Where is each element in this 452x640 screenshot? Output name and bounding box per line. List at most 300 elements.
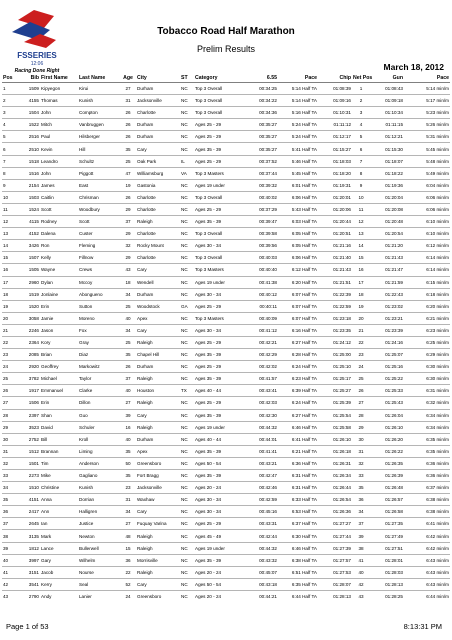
cell-city: Raleigh xyxy=(137,569,153,575)
table-row xyxy=(2,566,450,578)
table-row xyxy=(2,590,450,602)
cell-chip: 01:11:12 xyxy=(333,122,351,128)
cell-bib: 4155 xyxy=(28,98,39,104)
table-row xyxy=(2,482,450,494)
cell-pace: 6:01 Half TA xyxy=(291,182,317,188)
cell-gun: 01:23:39 xyxy=(385,327,403,333)
cell-bib: 2417 xyxy=(28,509,39,515)
cell-category: Ages 35 - 39 xyxy=(195,219,222,225)
table-row xyxy=(2,252,450,264)
cell-pace: 6:05 Half TA xyxy=(291,243,317,249)
cell-city: Apex xyxy=(137,448,148,454)
cell-last-name: Schultz xyxy=(79,158,95,164)
cell-pos: 22 xyxy=(3,340,9,346)
cell-net-pos: 16 xyxy=(358,267,364,273)
cell-pace: 6:51 Half TA xyxy=(291,569,317,575)
cell-last-name: East xyxy=(79,182,89,188)
cell-category: Ages 30 - 34 xyxy=(195,509,222,515)
cell-bib: 1518 xyxy=(28,158,39,164)
cell-net-pos: 27 xyxy=(358,400,364,406)
cell-pos: 20 xyxy=(3,315,9,321)
cell-gun-pace: 6:10 min/m xyxy=(426,219,449,225)
cell-age: 29 xyxy=(125,206,131,212)
cell-city: Chapel Hill xyxy=(137,352,160,358)
cell-gun: 01:23:02 xyxy=(385,303,403,309)
cell-bib: 2960 xyxy=(28,279,39,285)
cell-first-name: Erin xyxy=(41,400,50,406)
cell-chip: 01:27:57 xyxy=(333,557,351,563)
cell-split: 00:42:02 xyxy=(259,364,277,370)
cell-gun-pace: 5:31 min/m xyxy=(426,134,449,140)
cell-bib: 1516 xyxy=(28,170,39,176)
cell-net-pos: 18 xyxy=(358,291,364,297)
table-row xyxy=(2,445,450,457)
cell-pace: 6:07 Half TA xyxy=(291,303,317,309)
cell-st: IL xyxy=(181,158,185,164)
logo-text: FSSERIES xyxy=(17,51,57,60)
cell-category: Top 3 Overall xyxy=(195,86,223,92)
cell-bib: 2397 xyxy=(28,412,39,418)
cell-split: 00:42:03 xyxy=(259,400,277,406)
cell-st: NC xyxy=(181,98,188,104)
cell-age: 34 xyxy=(125,327,131,333)
results-table xyxy=(2,74,450,602)
cell-first-name: Ian xyxy=(41,521,48,527)
cell-st: NC xyxy=(181,231,188,237)
cell-net-pos: 33 xyxy=(358,473,364,479)
cell-city: Charlotte xyxy=(137,194,156,200)
cell-age: 35 xyxy=(125,473,131,479)
cell-chip: 01:20:01 xyxy=(333,194,351,200)
cell-bib: 3541 xyxy=(28,581,39,587)
cell-first-name: John xyxy=(41,110,51,116)
cell-st: NC xyxy=(181,412,188,418)
cell-net-pos: 20 xyxy=(358,315,364,321)
cell-net-pos: 1 xyxy=(359,86,363,92)
table-row xyxy=(2,167,450,179)
table-row xyxy=(2,216,450,228)
table-row xyxy=(2,518,450,530)
cell-category: Ages 30 - 34 xyxy=(195,327,222,333)
cell-category: Top 3 Overall xyxy=(195,231,223,237)
cell-chip: 01:25:17 xyxy=(333,376,351,382)
cell-pace: 6:35 Half TA xyxy=(291,581,317,587)
cell-split: 00:42:30 xyxy=(259,412,277,418)
cell-first-name: Jacob xyxy=(41,569,54,575)
cell-chip: 01:25:10 xyxy=(333,364,351,370)
cell-st: NC xyxy=(181,400,188,406)
cell-net-pos: 39 xyxy=(358,533,364,539)
cell-city: Raleigh xyxy=(137,376,153,382)
cell-chip: 01:20:44 xyxy=(333,219,351,225)
cell-gun-pace: 6:43 min/m xyxy=(426,581,449,587)
cell-age: 40 xyxy=(125,436,131,442)
cell-first-name: Emmanuel xyxy=(41,388,63,394)
cell-bib: 3151 xyxy=(28,569,39,575)
cell-first-name: Mike xyxy=(41,473,51,479)
cell-net-pos: 19 xyxy=(358,303,364,309)
cell-pos: 8 xyxy=(3,170,6,176)
cell-city: Cary xyxy=(137,509,147,515)
cell-bib: 1510 xyxy=(28,485,39,491)
cell-gun-pace: 6:32 min/m xyxy=(426,400,449,406)
cell-st: NC xyxy=(181,182,188,188)
cell-age: 26 xyxy=(125,110,131,116)
cell-net-pos: 34 xyxy=(358,509,364,515)
cell-first-name: Andy xyxy=(41,593,52,599)
cell-category: Ages 25 - 29 xyxy=(195,303,222,309)
cell-net-pos: 5 xyxy=(359,134,363,140)
cell-category: Ages 25 - 29 xyxy=(195,122,222,128)
cell-pace: 6:03 Half TA xyxy=(291,219,317,225)
cell-net-pos: 22 xyxy=(358,340,364,346)
table-row xyxy=(2,361,450,373)
column-header-net-pos: Net Pos xyxy=(353,75,373,81)
cell-age: 47 xyxy=(125,170,131,176)
cell-category: Ages 25 - 29 xyxy=(195,400,222,406)
cell-gun-pace: 6:43 min/m xyxy=(426,569,449,575)
column-header-gun: Gun xyxy=(392,75,403,81)
table-row xyxy=(2,191,450,203)
cell-chip: 01:28:07 xyxy=(333,581,351,587)
cell-chip: 01:23:35 xyxy=(333,327,351,333)
column-header-first-name: First Name xyxy=(41,75,68,81)
cell-first-name: Dylan xyxy=(41,279,53,285)
cell-first-name: Lance xyxy=(41,545,54,551)
cell-st: NC xyxy=(181,134,188,140)
cell-first-name: Geoffrey xyxy=(41,364,59,370)
cell-net-pos: 25 xyxy=(358,376,364,382)
cell-first-name: Wayne xyxy=(41,267,56,273)
cell-gun: 01:08:43 xyxy=(385,86,403,92)
cell-age: 16 xyxy=(125,424,131,430)
cell-pace: 6:21 Half TA xyxy=(291,448,317,454)
cell-city: Durham xyxy=(137,291,154,297)
table-row xyxy=(2,107,450,119)
cell-st: NC xyxy=(181,267,188,273)
table-row xyxy=(2,276,450,288)
table-row xyxy=(2,324,450,336)
cell-net-pos: 29 xyxy=(358,424,364,430)
table-row xyxy=(2,373,450,385)
cell-last-name: Mccoy xyxy=(79,279,93,285)
cell-age: 39 xyxy=(125,412,131,418)
cell-gun: 01:20:04 xyxy=(385,194,403,200)
cell-last-name: Moreno xyxy=(79,315,95,321)
cell-last-name: Lanier xyxy=(79,593,92,599)
cell-gun-pace: 5:17 min/m xyxy=(426,98,449,104)
cell-net-pos: 36 xyxy=(358,497,364,503)
cell-pace: 6:07 Half TA xyxy=(291,315,317,321)
cell-gun: 01:27:35 xyxy=(385,521,403,527)
cell-last-name: Sutton xyxy=(79,303,93,309)
cell-category: Ages 20 - 24 xyxy=(195,485,222,491)
cell-chip: 01:23:18 xyxy=(333,315,351,321)
cell-gun-pace: 6:20 min/m xyxy=(426,303,449,309)
cell-pos: 11 xyxy=(3,206,8,212)
cell-category: Ages 35 - 39 xyxy=(195,146,222,152)
cell-first-name: Kerry xyxy=(41,581,52,587)
cell-chip: 01:18:20 xyxy=(333,170,351,176)
cell-split: 00:44:21 xyxy=(259,593,277,599)
cell-last-name: Nourse xyxy=(79,569,94,575)
cell-first-name: Caitlin xyxy=(41,194,54,200)
cell-st: NC xyxy=(181,219,188,225)
cell-city: Greensboro xyxy=(137,460,162,466)
cell-net-pos: 24 xyxy=(358,364,364,370)
cell-bib: 1501 xyxy=(28,460,39,466)
cell-st: VA xyxy=(181,170,187,176)
cell-pos: 13 xyxy=(3,231,9,237)
cell-pos: 9 xyxy=(3,182,6,188)
cell-bib: 2273 xyxy=(28,473,39,479)
cell-pos: 21 xyxy=(3,327,9,333)
cell-pos: 3 xyxy=(3,110,6,116)
cell-age: 35 xyxy=(125,146,131,152)
cell-first-name: Michael xyxy=(41,376,57,382)
cell-age: 27 xyxy=(125,400,131,406)
cell-last-name: Hill xyxy=(79,146,86,152)
cell-chip: 01:27:44 xyxy=(333,533,351,539)
cell-age: 50 xyxy=(125,460,131,466)
cell-pace: 5:43 Half TA xyxy=(291,206,317,212)
cell-chip: 01:19:31 xyxy=(333,182,351,188)
cell-st: NC xyxy=(181,436,188,442)
cell-split: 00:40:09 xyxy=(259,315,277,321)
cell-first-name: Jonlaine xyxy=(41,291,59,297)
cell-gun-pace: 6:21 min/m xyxy=(426,315,449,321)
cell-st: NC xyxy=(181,509,188,515)
cell-split: 00:39:47 xyxy=(259,219,277,225)
cell-bib: 2085 xyxy=(28,352,39,358)
cell-st: NC xyxy=(181,545,188,551)
cell-gun-pace: 6:04 min/m xyxy=(426,182,449,188)
table-row xyxy=(2,240,450,252)
cell-city: Raleigh xyxy=(137,400,153,406)
cell-net-pos: 13 xyxy=(358,231,364,237)
cell-city: Cary xyxy=(137,146,147,152)
cell-bib: 4115 xyxy=(29,219,39,225)
cell-pos: 18 xyxy=(3,291,9,297)
cell-gun-pace: 6:12 min/m xyxy=(426,243,449,249)
cell-gun: 01:26:48 xyxy=(385,485,403,491)
cell-gun: 01:21:20 xyxy=(385,243,403,249)
cell-city: Greensboro xyxy=(137,593,162,599)
cell-first-name: Gary xyxy=(41,557,51,563)
cell-chip: 01:25:27 xyxy=(333,388,351,394)
cell-city: Cary xyxy=(137,327,147,333)
cell-chip: 01:27:27 xyxy=(333,521,351,527)
cell-city: Raleigh xyxy=(137,219,153,225)
cell-gun-pace: 6:14 min/m xyxy=(426,267,449,273)
table-row xyxy=(2,83,450,95)
cell-bib: 1509 xyxy=(28,86,39,92)
cell-gun-pace: 6:36 min/m xyxy=(426,473,449,479)
cell-first-name: Brian xyxy=(41,352,52,358)
cell-pos: 24 xyxy=(3,364,9,370)
cell-last-name: Hilsberger xyxy=(79,134,100,140)
cell-age: 48 xyxy=(125,533,131,539)
cell-pos: 40 xyxy=(3,557,9,563)
column-header-split: 6.55 xyxy=(266,75,277,81)
cell-last-name: Justice xyxy=(79,521,94,527)
cell-chip: 01:08:39 xyxy=(333,86,351,92)
cell-first-name: Jason xyxy=(41,327,54,333)
cell-net-pos: 43 xyxy=(358,593,364,599)
cell-split: 00:43:21 xyxy=(259,460,277,466)
cell-st: NC xyxy=(181,243,188,249)
cell-chip: 01:27:39 xyxy=(333,545,351,551)
cell-gun: 01:26:35 xyxy=(385,460,403,466)
cell-gun-pace: 6:44 min/m xyxy=(426,593,449,599)
cell-gun-pace: 6:06 min/m xyxy=(426,194,449,200)
cell-pos: 28 xyxy=(3,412,9,418)
cell-split: 00:37:44 xyxy=(259,170,277,176)
cell-gun: 01:20:54 xyxy=(385,231,403,237)
cell-gun: 01:26:20 xyxy=(385,436,403,442)
cell-last-name: Compton xyxy=(79,110,98,116)
cell-split: 00:35:27 xyxy=(259,122,277,128)
cell-net-pos: 11 xyxy=(358,206,364,212)
cell-st: NC xyxy=(181,352,188,358)
table-row xyxy=(2,119,450,131)
cell-gun: 01:21:59 xyxy=(385,279,403,285)
cell-category: Ages 20 - 24 xyxy=(195,593,222,599)
column-header-bib: Bib xyxy=(30,75,39,81)
cell-pos: 26 xyxy=(3,388,9,394)
cell-pos: 30 xyxy=(3,436,9,442)
cell-age: 22 xyxy=(125,569,131,575)
cell-gun: 01:11:15 xyxy=(385,122,403,128)
cell-chip: 01:10:31 xyxy=(333,110,351,116)
table-row xyxy=(2,542,450,554)
cell-split: 00:42:44 xyxy=(259,533,277,539)
cell-gun: 01:21:47 xyxy=(385,267,403,273)
cell-gun-pace: 6:10 min/m xyxy=(426,231,449,237)
cell-first-name: Kipyegon xyxy=(41,86,61,92)
cell-split: 00:41:38 xyxy=(259,279,277,285)
cell-bib: 1524 xyxy=(28,206,39,212)
cell-city: Durham xyxy=(137,134,154,140)
cell-split: 00:37:29 xyxy=(259,206,277,212)
cell-chip: 01:25:00 xyxy=(333,352,351,358)
cell-st: NC xyxy=(181,364,188,370)
cell-first-name: Shan xyxy=(41,412,52,418)
cell-pos: 33 xyxy=(3,473,9,479)
cell-age: 35 xyxy=(125,448,131,454)
cell-first-name: Bill xyxy=(41,436,48,442)
cell-category: Ages 19 under xyxy=(195,424,225,430)
cell-last-name: Diaz xyxy=(79,352,89,358)
table-row xyxy=(2,506,450,518)
cell-bib: 2790 xyxy=(28,593,39,599)
cell-city: Rocky Mount xyxy=(137,243,164,249)
cell-pace: 5:14 Half TA xyxy=(291,86,317,92)
cell-gun-pace: 6:37 min/m xyxy=(426,485,449,491)
cell-bib: 3135 xyxy=(28,533,39,539)
cell-net-pos: 6 xyxy=(359,146,363,152)
cell-age: 31 xyxy=(125,497,131,503)
cell-gun: 01:15:30 xyxy=(385,146,403,152)
cell-pace: 6:46 Half TA xyxy=(291,424,317,430)
cell-last-name: Bullerwell xyxy=(79,545,99,551)
cell-city: Raleigh xyxy=(137,424,153,430)
cell-split: 00:41:57 xyxy=(259,376,277,382)
column-header-category: Category xyxy=(195,75,218,81)
table-header-row xyxy=(2,74,450,83)
cell-gun-pace: 6:35 min/m xyxy=(426,448,449,454)
cell-first-name: David xyxy=(41,424,53,430)
cell-st: TX xyxy=(181,388,187,394)
cell-st: NC xyxy=(181,521,188,527)
column-header-chip: Chip xyxy=(339,75,351,81)
cell-city: Woodstock xyxy=(137,303,160,309)
cell-bib: 1503 xyxy=(28,194,39,200)
cell-net-pos: 8 xyxy=(359,170,363,176)
cell-net-pos: 21 xyxy=(358,327,364,333)
cell-last-name: Halligren xyxy=(79,509,98,515)
cell-first-name: James xyxy=(41,182,55,188)
cell-city: Waxhaw xyxy=(137,497,155,503)
cell-pos: 10 xyxy=(3,194,9,200)
cell-city: Charlotte xyxy=(137,231,156,237)
cell-last-name: Custer xyxy=(79,231,93,237)
cell-st: NC xyxy=(181,146,188,152)
cell-age: 24 xyxy=(125,593,131,599)
cell-split: 00:40:40 xyxy=(259,267,277,273)
table-row xyxy=(2,385,450,397)
cell-bib: 1505 xyxy=(28,267,39,273)
cell-net-pos: 31 xyxy=(358,448,364,454)
cell-gun-pace: 6:42 min/m xyxy=(426,545,449,551)
cell-last-name: Crews xyxy=(79,267,93,273)
cell-split: 00:40:03 xyxy=(259,255,277,261)
cell-city: Fuquay Varina xyxy=(137,521,167,527)
cell-pace: 6:44 Half TA xyxy=(291,593,317,599)
cell-first-name: John xyxy=(41,170,51,176)
cell-chip: 01:24:12 xyxy=(333,340,351,346)
cell-last-name: Gray xyxy=(79,340,89,346)
cell-age: 15 xyxy=(125,545,131,551)
cell-pos: 39 xyxy=(3,545,9,551)
cell-category: Ages 35 - 39 xyxy=(195,352,222,358)
cell-net-pos: 37 xyxy=(358,521,364,527)
cell-pace: 6:28 Half TA xyxy=(291,352,317,358)
cell-bib: 2154 xyxy=(28,182,39,188)
table-row xyxy=(2,409,450,421)
cell-net-pos: 12 xyxy=(358,219,364,225)
cell-first-name: Ron xyxy=(41,243,50,249)
cell-net-pos: 17 xyxy=(358,279,364,285)
table-row xyxy=(2,264,450,276)
cell-gun: 01:25:43 xyxy=(385,400,403,406)
cell-st: NC xyxy=(181,291,188,297)
cell-net-pos: 4 xyxy=(359,122,363,128)
cell-bib: 2645 xyxy=(28,521,39,527)
cell-pace: 6:41 Half TA xyxy=(291,436,317,442)
cell-age: 34 xyxy=(125,291,131,297)
table-row xyxy=(2,228,450,240)
cell-bib: 4151 xyxy=(28,497,39,503)
cell-age: 32 xyxy=(125,243,131,249)
cell-city: Gastonia xyxy=(137,182,156,188)
cell-category: Ages 19 under xyxy=(195,182,225,188)
cell-category: Ages 40 - 44 xyxy=(195,388,222,394)
cell-st: NC xyxy=(181,255,188,261)
cell-pos: 7 xyxy=(3,158,6,164)
cell-gun-pace: 6:18 min/m xyxy=(426,291,449,297)
cell-st: NC xyxy=(181,86,188,92)
